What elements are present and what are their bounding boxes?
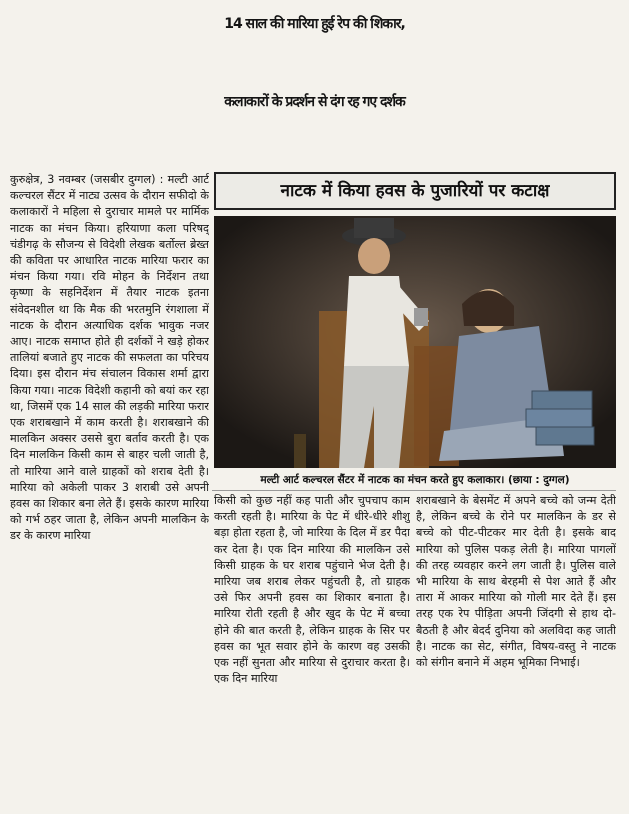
article-column-3: शराबखाने के बेसमेंट में अपने बच्चे को जन्म देती है, लेकिन बच्चे के रोने पर मालकिन के डर से बच्चे को पीट-पीटकर मार देती है। इसके बाद मारिया को पुलिस पकड़ लेती है। मारिया पागलों की तरह व्यवहार करने लग जाती है। पुलिस वाले भी मारिया के साथ बेरहमी से पेश आते हैं और तारा में आकर मारिया को गोली मार देते हैं। इस तरह एक रेप पीड़िता अपनी जिंदगी से हाथ दो-बैठती है और बेदर्द दुनिया को अलविदा कह जाती है। नाटक का सेट, संगीत, विषय-वस्तु ने नाटक को संगीन बनाने में अहम भूमिका निभाई। bbox=[416, 494, 616, 670]
subheadline-box: नाटक में किया हवस के पुजारियों पर कटाक्ष bbox=[214, 172, 616, 210]
divider bbox=[212, 490, 616, 491]
headline-line-1: 14 साल की मारिया हुई रेप की शिकार, bbox=[224, 16, 405, 32]
headline-line-2: कलाकारों के प्रदर्शन से दंग रह गए दर्शक bbox=[224, 94, 405, 110]
article-column-2: किसी को कुछ नहीं कह पाती और चुपचाप काम करती रहती है। मारिया के पेट में धीरे-धीरे शीशु बड़ा होता रहता है, जो मारिया के दिल में डर पैदा कर देता है। एक दिन मारिया की मालकिन उसे किसी ग्राहक के घर शराब पहुंचाने भेज देती है। मारिया जब शराब लेकर पहुंचती है, तो ग्राहक उसे फिर अपनी हवस का शिकार बनाता है। मारिया रोती रहती है और खुद के पेट में बच्चा होने की बात करती है, लेकिन ग्राहक के सिर पर हवस का भूत सवार होने के कारण वह उसकी एक नहीं सुनता और मारिया से दुराचार करता है। एक दिन मारिया bbox=[214, 494, 410, 686]
stage-scene-illustration bbox=[214, 216, 616, 468]
play-photo bbox=[214, 216, 616, 468]
brick-stack bbox=[526, 391, 594, 445]
article-column-1: कुरुक्षेत्र, 3 नवम्बर (जसबीर दुग्गल) : मल्टी आर्ट कल्चरल सैंटर में नाट्य उत्सव के दौरान सफीदो के कलाकारों ने महिला से दुराचार मामले पर मार्मिक नाटक का मंचन किया। हरियाणा कला परिषद् चंडीगढ़ के सौजन्य से विदेशी लेखक बर्तोल्त ब्रेख्त की कविता पर आधारित नाटक मारिया फरार का मंचन किया गया। रवि मोहन के निर्देशन तथा कृष्णा के सहनिर्देशन में तैयार नाटक इतना संवेदनशील था कि मैक की भरतमुनि रंगशाला में नाटक के दौरान अत्याधिक दर्शक भावुक नजर आए। नाटक समाप्त होते ही दर्शकों ने खड़े होकर तालियां बजाते हुए नाटक की सफलता का परिचय दिया। इस दौरान मंच संचालन विकास शर्मा द्वारा किया गया। नाटक विदेशी कहानी को बयां कर रहा था, जिसमें एक 14 साल की लड़की मारिया फरार एक शराबखाने में काम करती है। शराबखाने की मालकिन अक्सर उससे बुरा बर्ताव करती है। एक दिन मालकिन किसी काम से बाहर चली जाती है, तो मारिया आने वाले ग्राहकों को शराब देती है। मारिया को अकेली पाकर 3 शराबी उसे अपनी हवस का शिकार बना लेते हैं। इसके कारण मारिया को गर्भ ठहर जाता है, लेकिन अपनी मालकिन के डर के कारण मारिया bbox=[10, 173, 209, 543]
bottle-prop bbox=[294, 434, 306, 468]
photo-caption: मल्टी आर्ट कल्चरल सैंटर में नाटक का मंचन करते हुए कलाकार। (छाया : दुग्गल) bbox=[260, 474, 570, 486]
